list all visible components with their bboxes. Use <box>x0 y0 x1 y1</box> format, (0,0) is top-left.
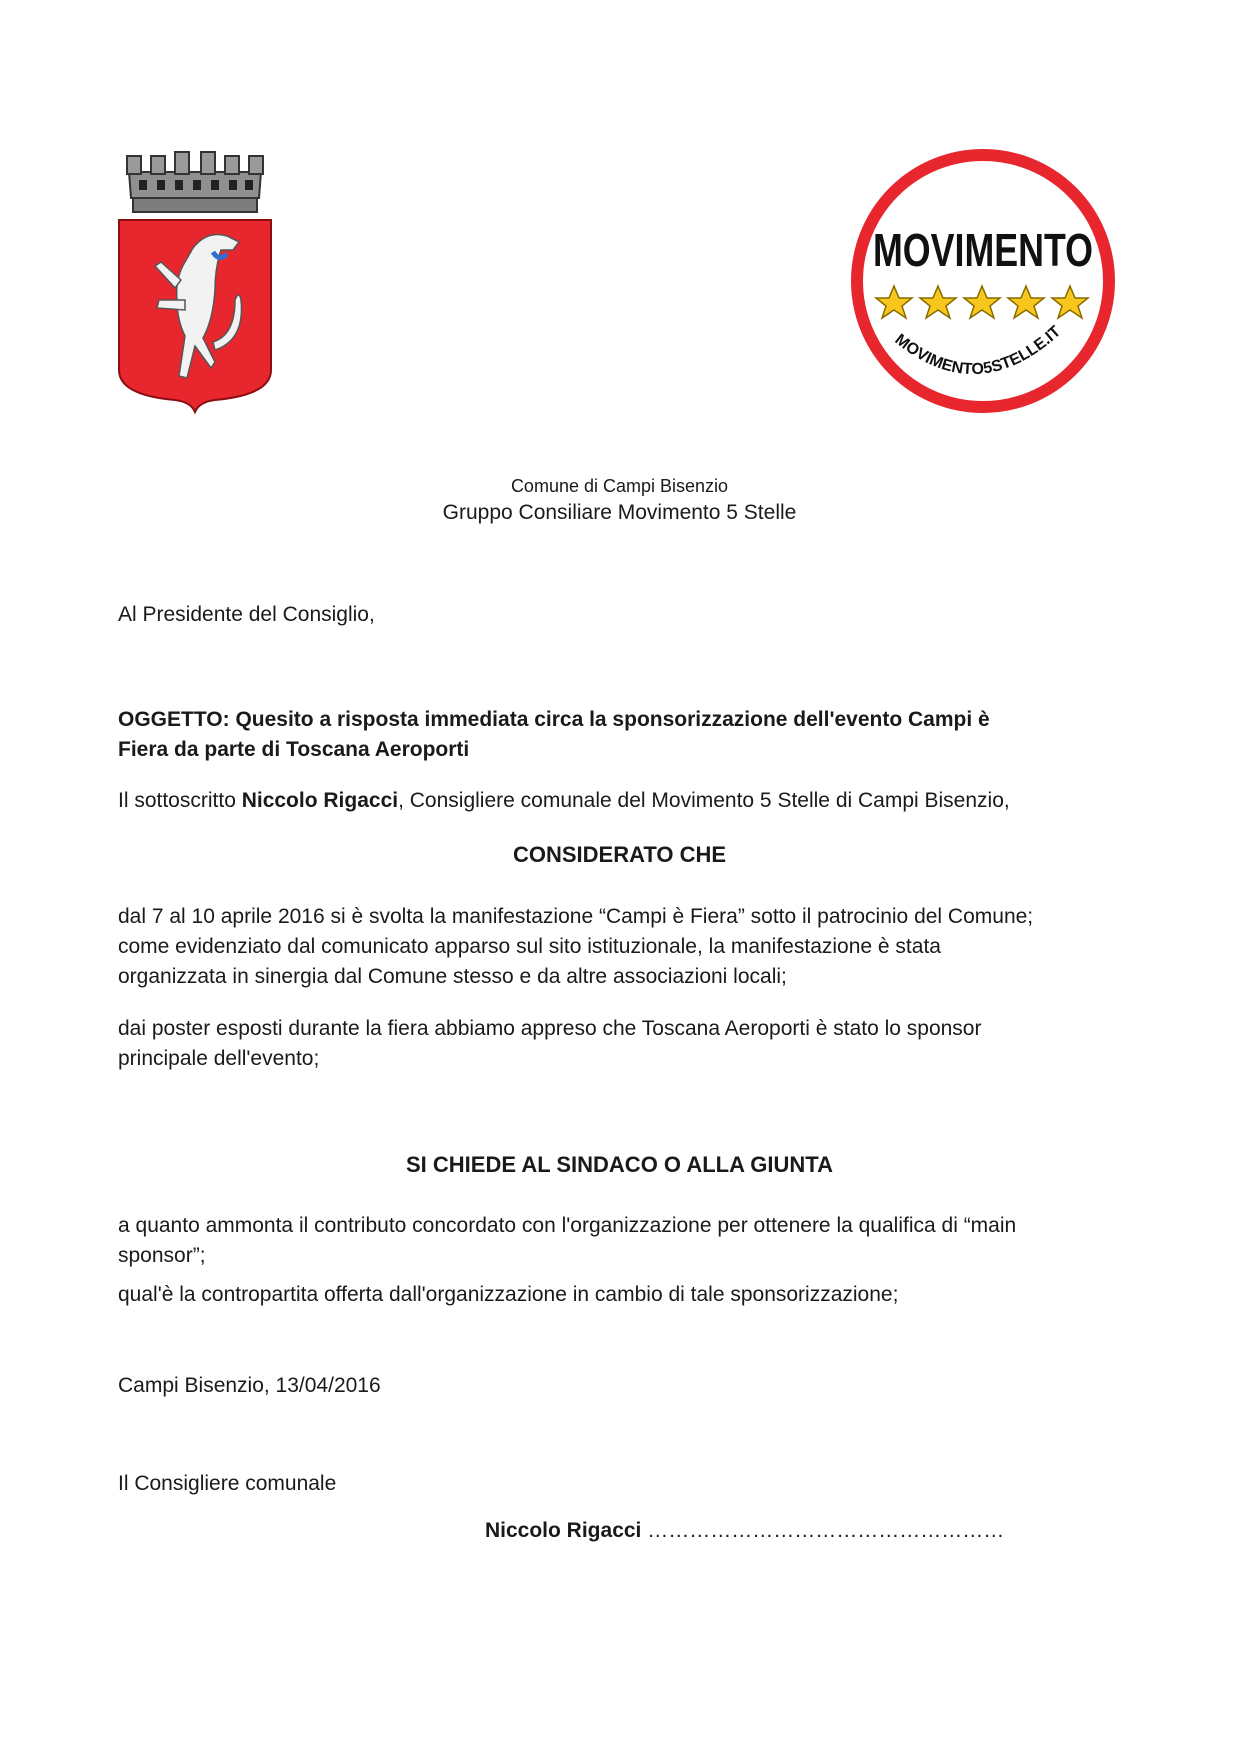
section-heading-si-chiede: SI CHIEDE AL SINDACO O ALLA GIUNTA <box>406 1152 833 1177</box>
intro-prefix: Il sottoscritto <box>118 789 242 812</box>
councillor-name: Niccolo Rigacci <box>241 789 399 812</box>
logo-ring-text: MOVIMENTO5STELLE.IT <box>891 323 1065 379</box>
intro-suffix: , Consigliere comunale del Movimento 5 Stelle di Campi Bisenzio, <box>398 789 1010 812</box>
crown-icon <box>127 152 263 212</box>
signature-role: Il Consigliere comunale <box>118 1472 337 1495</box>
intro-line <box>118 786 1010 816</box>
paragraph-line: qual'è la contropartita offerta dall'organizzazione in cambio di tale sponsorizzazione; <box>118 1283 899 1306</box>
paragraph-line: organizzata in sinergia dal Comune stesso e da altre associazioni locali; <box>118 965 787 988</box>
movimento-5-stelle-logo <box>848 146 1118 416</box>
paragraph-line: dai poster esposti durante la fiera abbiamo appreso che Toscana Aeroporti è stato lo sponsor <box>118 1017 982 1040</box>
paragraph-line: a quanto ammonta il contributo concordato con l'organizzazione per ottenere la qualifica di “main <box>118 1214 1017 1237</box>
header-line-2: Gruppo Consiliare Movimento 5 Stelle <box>442 501 797 524</box>
logo-word: MOVIMENTO <box>873 224 1093 276</box>
paragraph-line: sponsor”; <box>118 1244 206 1267</box>
paragraph-line: come evidenziato dal comunicato apparso sul sito istituzionale, la manifestazione è stata <box>118 935 941 958</box>
header-line-1: Comune di Campi Bisenzio <box>510 476 729 496</box>
paragraph-line: principale dell'evento; <box>118 1047 320 1070</box>
subject-line-1: OGGETTO: Quesito a risposta immediata circa la sponsorizzazione dell'evento Campi è <box>118 708 990 731</box>
paragraph-line: dal 7 al 10 aprile 2016 si è svolta la manifestazione “Campi è Fiera” sotto il patrocinio del Comune; <box>118 905 1034 928</box>
section-heading-considerato: CONSIDERATO CHE <box>512 842 727 867</box>
place-date: Campi Bisenzio, 13/04/2016 <box>118 1374 381 1397</box>
signature-line <box>485 1516 1004 1546</box>
coat-of-arms-icon <box>115 150 275 415</box>
subject-line-2: Fiera da parte di Toscana Aeroporti <box>118 738 470 761</box>
signature-name: Niccolo Rigacci <box>485 1519 642 1542</box>
addressee: Al Presidente del Consiglio, <box>118 603 375 626</box>
signature-dots: …………………………………………… <box>641 1519 1005 1542</box>
